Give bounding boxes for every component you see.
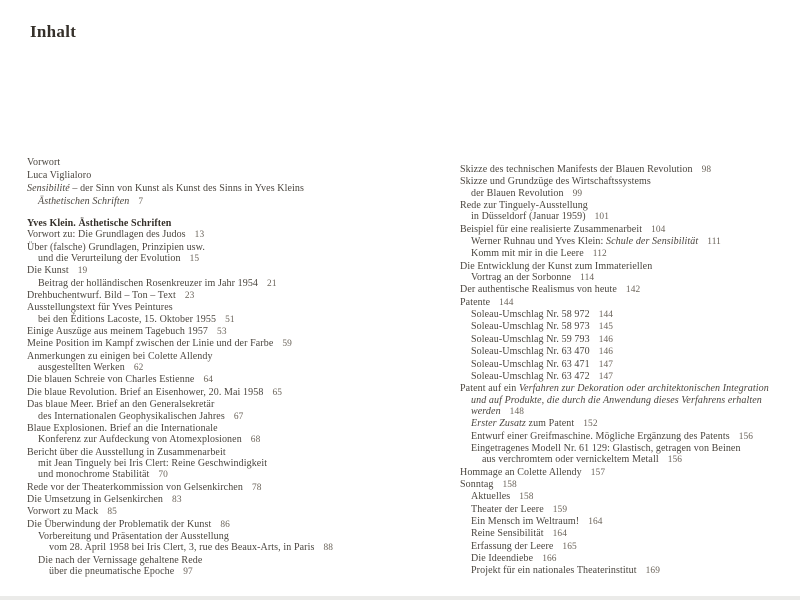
toc-entry-text: Drehbuchentwurf. Bild – Ton – Text xyxy=(27,290,176,302)
toc-entry xyxy=(460,406,795,418)
toc-entry xyxy=(27,411,442,423)
toc-entry-text: Schule der Sensibilität xyxy=(605,236,699,248)
toc-entry-text: Vorwort xyxy=(27,157,61,168)
toc-column-left xyxy=(27,156,442,578)
toc-entry-page-number: 98 xyxy=(701,165,712,175)
toc-entry-text: Die Kunst xyxy=(27,265,69,277)
toc-entry-text: Verfahren zur Dekoration oder architektonischen Integration xyxy=(518,383,769,395)
toc-entry xyxy=(27,182,442,195)
toc-entry xyxy=(460,395,795,406)
toc-entry xyxy=(460,418,795,430)
toc-entry-page-number: 67 xyxy=(233,411,244,422)
toc-entry xyxy=(27,338,442,350)
toc-entry-text: Komm mit mir in die Leere xyxy=(471,248,584,260)
toc-entry-text: Die Überwindung der Problematik der Kunst xyxy=(27,518,212,530)
toc-entry-text: Die blauen Schreie von Charles Estienne xyxy=(27,374,195,386)
toc-entry-text: ausgestellten Werken xyxy=(38,362,125,374)
toc-entry-text: aus verchromtem oder vernickeltem Metall xyxy=(482,454,659,466)
toc-entry-page-number: 111 xyxy=(707,237,721,248)
toc-entry xyxy=(27,314,442,326)
toc-entry-text: Luca Viglialoro xyxy=(27,170,92,181)
toc-entry-text: Über (falsche) Grundlagen, Prinzipien usw. xyxy=(27,241,205,253)
toc-entry xyxy=(27,290,442,302)
toc-entry-text: Soleau-Umschlag Nr. 59 793 xyxy=(471,333,590,345)
toc-entry-page-number: 97 xyxy=(183,566,193,577)
toc-entry xyxy=(460,224,795,236)
toc-entry-page-number: 104 xyxy=(651,224,666,235)
toc-entry xyxy=(460,188,795,200)
toc-entry xyxy=(460,200,795,211)
toc-entry xyxy=(27,229,442,241)
toc-entry-text: Die nach der Vernissage gehaltene Rede xyxy=(38,554,203,566)
toc-entry-page-number: 64 xyxy=(203,375,214,386)
toc-entry xyxy=(27,506,442,518)
toc-entry xyxy=(460,504,795,516)
toc-entry xyxy=(27,218,442,229)
toc-entry xyxy=(27,423,442,434)
toc-entry-text: Rede zur Tinguely-Ausstellung xyxy=(460,200,588,212)
toc-entry xyxy=(27,387,442,399)
toc-entry xyxy=(460,467,795,479)
toc-entry-text: Bericht über die Ausstellung in Zusammenarbeit xyxy=(27,446,226,458)
toc-entry xyxy=(27,169,442,182)
toc-entry-page-number: 148 xyxy=(509,406,525,417)
toc-entry-text: Erfassung der Leere xyxy=(471,540,554,552)
toc-entry-text: Die Entwicklung der Kunst zum Immateriellen xyxy=(460,260,653,272)
toc-entry xyxy=(27,555,442,566)
toc-entry xyxy=(460,443,795,454)
toc-entry-page-number: 158 xyxy=(519,492,534,503)
toc-entry-text: Soleau-Umschlag Nr. 58 973 xyxy=(471,321,590,333)
toc-entry xyxy=(460,565,795,577)
toc-entry xyxy=(27,399,442,410)
toc-entry-page-number: 147 xyxy=(598,371,614,382)
toc-entry xyxy=(460,541,795,553)
toc-entry xyxy=(460,284,795,296)
toc-entry-text: Einige Auszüge aus meinem Tagebuch 1957 xyxy=(27,326,209,338)
toc-entry-text: Vorbereitung und Präsentation der Ausstellung xyxy=(38,530,229,542)
toc-entry xyxy=(27,494,442,506)
toc-entry-page-number: 7 xyxy=(138,197,144,207)
toc-entry-text: Projekt für ein nationales Theaterinstitut xyxy=(471,565,637,577)
toc-entry xyxy=(27,156,442,169)
toc-entry xyxy=(27,326,442,338)
toc-entry xyxy=(460,359,795,371)
toc-entry-text: Patent auf ein xyxy=(460,383,519,395)
toc-entry-page-number: 166 xyxy=(542,554,557,564)
toc-entry-page-number: 157 xyxy=(590,467,606,478)
toc-entry-text: Rede vor der Theaterkommission von Gelsenkirchen xyxy=(27,481,243,493)
toc-entry-page-number: 165 xyxy=(562,541,577,552)
toc-entry xyxy=(460,346,795,358)
toc-entry xyxy=(27,447,442,458)
toc-entry-page-number: 53 xyxy=(217,327,227,338)
toc-entry-text: Hommage an Colette Allendy xyxy=(460,466,582,478)
toc-entry-text: des Internationalen Geophysikalischen Jahres xyxy=(38,410,225,422)
toc-entry xyxy=(27,374,442,386)
toc-entry-text: Soleau-Umschlag Nr. 63 470 xyxy=(471,346,590,358)
toc-entry-text: Ausstellungstext für Yves Peintures xyxy=(27,302,173,314)
toc-entry-text: Soleau-Umschlag Nr. 63 471 xyxy=(471,358,590,370)
toc-entry-text: Die Umsetzung in Gelsenkirchen xyxy=(27,493,164,505)
toc-entry-page-number: 164 xyxy=(552,529,568,540)
toc-entry-page-number: 19 xyxy=(77,266,88,277)
toc-entry xyxy=(27,542,442,554)
toc-entry-page-number: 101 xyxy=(594,212,609,223)
toc-entry-text: Meine Position im Kampf zwischen der Linie und der Farbe xyxy=(27,338,274,350)
toc-entry-page-number: 21 xyxy=(267,278,277,289)
toc-entry-page-number: 62 xyxy=(133,363,144,374)
toc-entry-page-number: 68 xyxy=(250,435,261,446)
toc-entry xyxy=(460,431,795,443)
page-bottom-edge xyxy=(0,596,800,600)
toc-entry-text: Erster Zusatz xyxy=(471,418,526,430)
toc-entry-text: Soleau-Umschlag Nr. 63 472 xyxy=(471,370,590,382)
toc-entry-text: Das blaue Meer. Brief an den Generalsekretär xyxy=(27,399,215,411)
toc-entry-page-number: 146 xyxy=(598,347,614,358)
toc-entry-page-number: 147 xyxy=(598,359,614,370)
toc-entry-page-number: 152 xyxy=(583,419,598,430)
toc-entry xyxy=(460,261,795,272)
toc-entry xyxy=(460,321,795,333)
toc-entry-text: Sensibilité xyxy=(27,183,70,194)
toc-entry xyxy=(460,371,795,383)
toc-entry-text: in Düsseldorf (Januar 1959) xyxy=(471,211,586,223)
toc-entry xyxy=(27,195,442,209)
toc-entry xyxy=(27,519,442,531)
toc-entry-text: Vorwort zu Mack xyxy=(27,506,99,518)
toc-entry xyxy=(460,309,795,321)
toc-entry-page-number: 78 xyxy=(251,482,262,493)
toc-entry-text: mit Jean Tinguely bei Iris Clert: Reine Geschwindigkeit xyxy=(38,457,268,469)
toc-entry-page-number: 156 xyxy=(667,455,683,466)
toc-entry-page-number: 112 xyxy=(592,249,607,260)
toc-entry xyxy=(460,272,795,284)
toc-entry-page-number: 23 xyxy=(184,291,195,302)
toc-entry-page-number: 145 xyxy=(598,322,614,333)
toc-entry xyxy=(460,479,795,491)
toc-entry-page-number: 59 xyxy=(282,339,292,350)
toc-entry xyxy=(460,454,795,466)
toc-entry-text: Reine Sensibilität xyxy=(471,528,544,540)
toc-entry-text: Entwurf einer Greifmaschine. Mögliche Ergänzung des Patents xyxy=(471,430,730,442)
toc-entry-text: der Blauen Revolution xyxy=(471,187,564,199)
toc-entry-page-number: 65 xyxy=(272,387,283,398)
toc-entry-page-number: 164 xyxy=(588,516,603,527)
toc-entry-page-number: 15 xyxy=(189,254,200,265)
toc-entry xyxy=(27,458,442,469)
toc-entry-text: Skizze des technischen Manifests der Blauen Revolution xyxy=(460,164,693,175)
toc-entry-page-number: 144 xyxy=(499,297,514,308)
toc-entry xyxy=(27,253,442,265)
toc-entry xyxy=(460,491,795,503)
toc-entry-text: werden xyxy=(471,405,501,417)
toc-entry-text: und die Verurteilung der Evolution xyxy=(38,253,181,265)
toc-entry-text: Der authentische Realismus von heute xyxy=(460,284,617,296)
toc-entry xyxy=(27,482,442,494)
toc-entry-text: Vorwort zu: Die Grundlagen des Judos xyxy=(27,229,186,241)
page-title: Inhalt xyxy=(30,22,77,41)
toc-entry-text: Skizze und Grundzüge des Wirtschaftssystems xyxy=(460,176,651,188)
toc-entry-text: Aktuelles xyxy=(471,491,511,503)
toc-entry xyxy=(27,566,442,578)
toc-entry-text: Beitrag der holländischen Rosenkreuzer im Jahr 1954 xyxy=(38,277,259,289)
toc-entry xyxy=(27,265,442,277)
toc-entry-text: bei den Éditions Lacoste, 15. Oktober 1955 xyxy=(38,313,217,325)
toc-entry-page-number: 51 xyxy=(225,314,235,325)
toc-entry-text: vom 28. April 1958 bei Iris Clert, 3, rue des Beaux-Arts, in Paris xyxy=(49,542,315,554)
toc-entry xyxy=(27,242,442,253)
toc-entry-page-number: 83 xyxy=(172,494,182,505)
toc-entry-text: und monochrome Stabilität xyxy=(38,469,150,481)
toc-entry-text: Ein Mensch im Weltraum! xyxy=(471,515,580,527)
toc-entry xyxy=(460,164,795,176)
toc-entry-page-number: 99 xyxy=(572,188,583,199)
toc-entry-text: – der Sinn von Kunst als Kunst des Sinns in Yves Kleins xyxy=(69,183,304,194)
toc-entry-page-number: 142 xyxy=(625,285,641,296)
toc-entry xyxy=(27,351,442,362)
toc-entry xyxy=(27,469,442,481)
toc-entry-page-number: 88 xyxy=(323,543,334,554)
toc-entry xyxy=(460,236,795,248)
toc-entry-text: Die blaue Revolution. Brief an Eisenhower, 20. Mai 1958 xyxy=(27,386,264,398)
toc-entry-page-number: 169 xyxy=(645,566,661,577)
toc-entry-page-number: 13 xyxy=(194,230,205,241)
toc-entry-text: Blaue Explosionen. Brief an die Internationale xyxy=(27,422,218,434)
toc-entry-page-number: 146 xyxy=(598,334,614,345)
toc-entry-text: Beispiel für eine realisierte Zusammenarbeit xyxy=(460,223,643,235)
toc-entry xyxy=(460,248,795,260)
toc-entry-text: Anmerkungen zu einigen bei Colette Allendy xyxy=(27,350,213,362)
toc-entry-text: Patente xyxy=(460,296,491,308)
toc-entry-page-number: 158 xyxy=(502,479,517,490)
toc-entry xyxy=(460,334,795,346)
toc-entry-text: Sonntag xyxy=(460,478,494,490)
toc-entry-text: Eingetragenes Modell Nr. 61 129: Glastisch, getragen von Beinen xyxy=(471,442,741,454)
toc-entry-page-number: 85 xyxy=(107,507,117,518)
toc-entry-page-number: 144 xyxy=(598,310,614,321)
toc-entry xyxy=(27,531,442,542)
toc-entry-text: Vortrag an der Sorbonne xyxy=(471,272,572,284)
toc-entry-text: Die Ideendiebe xyxy=(471,553,534,564)
toc-entry-text: und auf Produkte, die durch die Anwendung dieses Verfahrens erhalten xyxy=(471,394,762,406)
toc-entry-text: Ästhetischen Schriften xyxy=(38,196,130,207)
toc-entry xyxy=(460,553,795,565)
toc-entry-text: Theater der Leere xyxy=(471,503,544,515)
toc-entry-page-number: 159 xyxy=(552,504,568,515)
toc-entry xyxy=(460,528,795,540)
toc-entry-text: Soleau-Umschlag Nr. 58 972 xyxy=(471,309,590,321)
toc-entry xyxy=(460,516,795,528)
toc-entry xyxy=(27,362,442,374)
toc-entry xyxy=(460,297,795,309)
toc-entry-page-number: 114 xyxy=(580,273,595,284)
toc-entry-text: zum Patent xyxy=(525,418,575,430)
toc-entry xyxy=(27,278,442,290)
toc-entry-text: über die pneumatische Epoche xyxy=(49,565,175,577)
toc-entry-page-number: 86 xyxy=(220,519,230,530)
toc-entry-text: Werner Ruhnau und Yves Klein: xyxy=(471,236,606,248)
toc-entry-page-number: 70 xyxy=(158,470,168,481)
toc-column-right xyxy=(460,164,795,578)
toc-entry-page-number: 156 xyxy=(738,431,754,442)
toc-entry xyxy=(460,176,795,187)
toc-entry xyxy=(27,302,442,313)
toc-entry-text: Yves Klein. Ästhetische Schriften xyxy=(27,218,172,229)
toc-entry-text: Konferenz zur Aufdeckung von Atomexplosionen xyxy=(38,434,242,446)
toc-entry xyxy=(460,211,795,223)
toc-entry xyxy=(27,434,442,446)
toc-entry xyxy=(460,383,795,394)
